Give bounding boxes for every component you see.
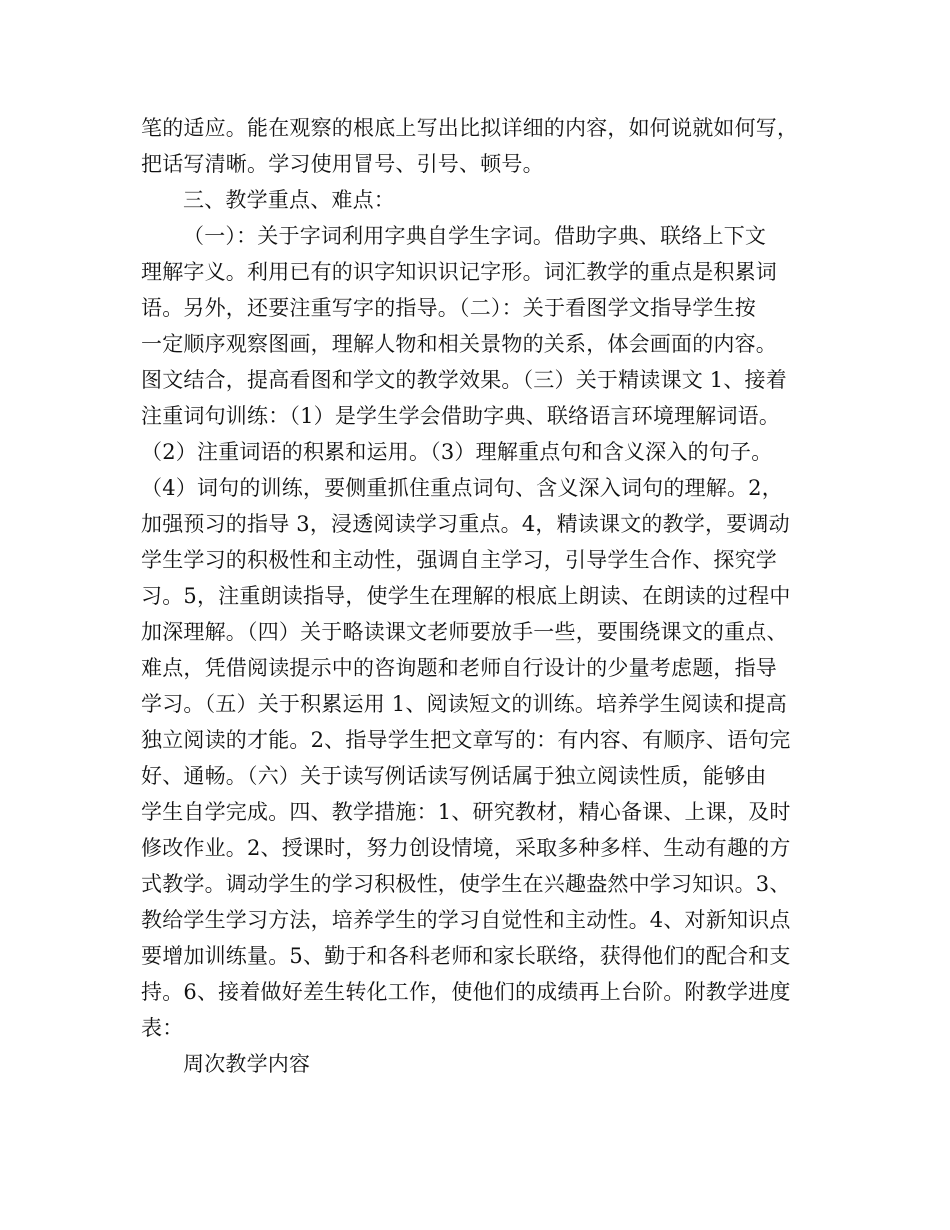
text-line: 难点，凭借阅读提示中的咨询题和老师自行设计的少量考虑题，指导: [141, 656, 777, 680]
text-line: 注重词句训练：（1）是学生学会借助字典、联络语言环境理解词语。: [141, 404, 781, 428]
text-line: 持。6、接着做好差生转化工作，使他们的成绩再上台阶。附教学进度: [141, 980, 791, 1004]
text-line: 图文结合，提高看图和学文的教学效果。（三）关于精读课文 1、接着: [141, 368, 787, 392]
text-line: （一）：关于字词利用字典自学生字词。借助字典、联络上下文: [183, 224, 767, 248]
text-line: （4）词句的训练，要侧重抓住重点词句、含义深入词句的理解。2，: [141, 476, 783, 500]
text-line: 把话写清晰。学习使用冒号、引号、顿号。: [141, 152, 544, 176]
text-line: 表：: [141, 1016, 184, 1040]
text-line: 修改作业。2、授课时，努力创设情境，采取多种多样、生动有趣的方: [141, 836, 791, 860]
text-line: 学生学习的积极性和主动性，强调自主学习，引导学生合作、探究学: [141, 548, 777, 572]
text-line: 习。5，注重朗读指导，使学生在理解的根底上朗读、在朗读的过程中: [141, 584, 791, 608]
text-line: 学习。（五）关于积累运用 1、阅读短文的训练。培养学生阅读和提高: [141, 692, 787, 716]
text-line: 加深理解。（四）关于略读课文老师要放手一些，要围绕课文的重点、: [141, 620, 788, 644]
text-line: 要增加训练量。5、勤于和各科老师和家长联络，获得他们的配合和支: [141, 944, 791, 968]
text-line: 理解字义。利用已有的识字知识识记字形。词汇教学的重点是积累词: [141, 260, 777, 284]
text-line: 加强预习的指导 3，浸透阅读学习重点。4，精读课文的教学，要调动: [141, 512, 790, 536]
text-line: 笔的适应。能在观察的根底上写出比拟详细的内容，如何说就如何写，: [141, 116, 799, 140]
text-line: 好、通畅。（六）关于读写例话读写例话属于独立阅读性质，能够由: [141, 764, 767, 788]
text-line: 式教学。调动学生的学习积极性，使学生在兴趣盎然中学习知识。3、: [141, 872, 791, 896]
text-line: 学生自学完成。四、教学措施：1、研究教材，精心备课、上课，及时: [141, 800, 791, 824]
text-line: （2）注重词语的积累和运用。（3）理解重点句和含义深入的句子。: [141, 440, 773, 464]
section-heading: 三、教学重点、难点：: [183, 188, 395, 212]
text-line: 独立阅读的才能。2、指导学生把文章写的：有内容、有顺序、语句完: [141, 728, 791, 752]
text-line: 一定顺序观察图画，理解人物和相关景物的关系，体会画面的内容。: [141, 332, 777, 356]
text-line: 语。另外，还要注重写字的指导。（二）：关于看图学文指导学生按: [141, 296, 756, 320]
document-body: [141, 110, 813, 1082]
text-line: 教给学生学习方法，培养学生的学习自觉性和主动性。4、对新知识点: [141, 908, 791, 932]
table-header-text: 周次教学内容: [183, 1052, 311, 1076]
